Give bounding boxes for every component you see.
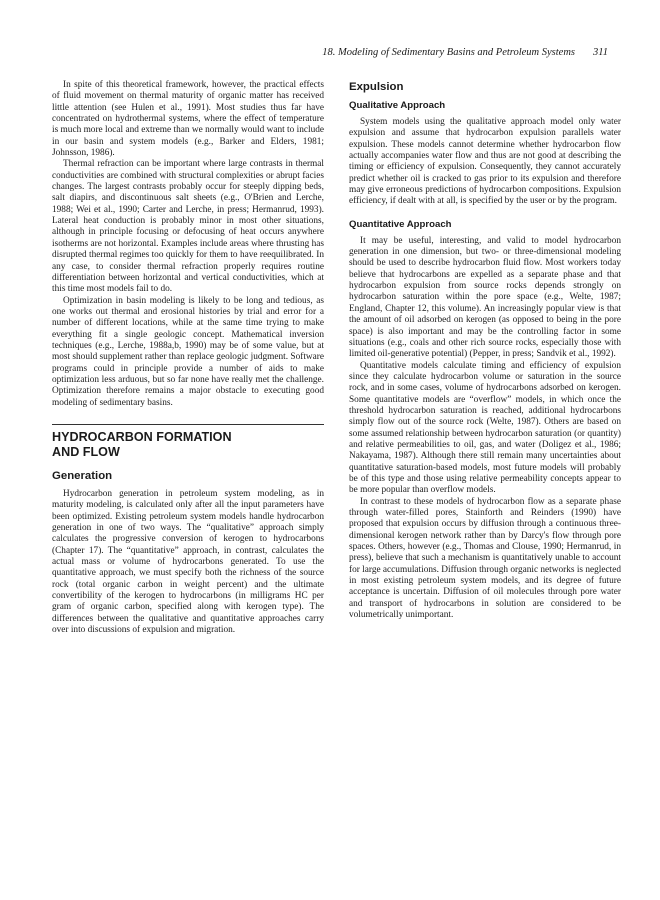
section-title-line-1: HYDROCARBON FORMATION — [52, 429, 232, 444]
running-title: 18. Modeling of Sedimentary Basins and Petroleum Systems — [322, 47, 576, 58]
section-divider — [52, 424, 324, 425]
paragraph-diffusion: In contrast to these models of hydrocarbon flow as a separate phase through water-filled pores, Stainforth and Reinders (1990) have proposed that expulsion occurs by diffusion through a continuous three-dimensional kerogen network rather than by Darcy's flow through pore spaces. Others, however (e.g., Thomas and Clouse, 1990; Hermanrud, in press), believe that such a mechanism is quantitatively unable to account for large accumulations. Diffusion through organic networks is neglected in most existing petroleum system models, and its degree of future acceptance is uncertain. Diffusion of oil molecules through pore water and transport of hydrocarbons in solution are considered to be volumetrically unimportant. — [349, 496, 621, 621]
paragraph-qualitative: System models using the qualitative approach model only water expulsion and assume that hydrocarbon expulsion parallels water expulsion. These models cannot determine whether hydrocarbon flow actually accompanies water flow and thus are not good at describing the timing or efficiency of expulsion. Consequently, they cannot accurately predict whether oil is cracked to gas prior to its expulsion and therefore may give erroneous predictions of hydrocarbon compositions. Expulsion efficiency, if dealt with at all, is specified by the user or by the program. — [349, 117, 621, 207]
paragraph-quantitative-models: Quantitative models calculate timing and efficiency of expulsion since they calculate hydrocarbon volume or saturation in the source rock, and in some cases, volume of hydrocarbons adsorbed on kerogen. Some quantitative models are “overflow” models, in which once the threshold hydrocarbon saturation is reached, additional hydrocarbons simply flow out of the source rock (Welte, 1987). Others are based on some assumed relationship between hydrocarbon saturation (or quantity) and relative permeabilities to oil, gas, and water (Doligez et al., 1986; Nakayama, 1987). Although there still remain many uncertainties about quantitative saturation-based models, most future models will probably be of this type and those using relative permeability concepts appear to be more popular than overflow models. — [349, 360, 621, 496]
generation-heading: Generation — [52, 469, 113, 482]
page-number: 311 — [593, 47, 608, 58]
paragraph-optimization: Optimization in basin modeling is likely to be long and tedious, as one works out thermal and erosional histories by trial and error for a number of different locations, while at the same time trying to make everything fit a single geologic concept. Mathematical inversion techniques (e.g., Lerche, 1988a,b, 1990) may be of some value, but at most should supplement rather than replace geologic judgment. Software programs could in principle provide a number of aids to make optimization less arduous, but so far none have really met the challenge. Optimization therefore remains a major obstacle to executing good modeling of sedimentary basins. — [52, 295, 324, 408]
paragraph-generation: Hydrocarbon generation in petroleum system modeling, as in maturity modeling, is calculated only after all the input parameters have been optimized. Existing petroleum system models handle hydrocarbon generation in one of two ways. The “qualitative” approach simply calculates the progressive conversion of kerogen to hydrocarbons (Chapter 17). The “quantitative” approach, in contrast, calculates the actual mass or volume of hydrocarbons generated. To use the quantitative approach, we must specify both the richness of the source rock (total organic carbon in weight percent) and the ultimate convertibility of the kerogen to hydrocarbons (in milligrams HC per gram of organic carbon, specified along with kerogen type). The differences between the qualitative and quantitative approaches carry over into discussions of expulsion and migration. — [52, 488, 324, 636]
right-column — [349, 80, 621, 621]
paragraph-fluid-movement: In spite of this theoretical framework, however, the practical effects of fluid movement on thermal maturity of organic matter has received little attention (see Hulen et al., 1991). Most studies thus far have concentrated on hydrothermal systems, where the effect of temperature is much more local and extreme than we normally would want to include in our basin and system models (e.g., Barker and Elders, 1981; Johnsson, 1986). — [52, 80, 324, 159]
qualitative-approach-heading: Qualitative Approach — [349, 100, 446, 111]
quantitative-approach-heading: Quantitative Approach — [349, 218, 452, 230]
expulsion-heading: Expulsion — [349, 81, 404, 93]
section-title — [52, 430, 324, 460]
paragraph-thermal-refraction: Thermal refraction can be important where large contrasts in thermal conductivities are combined with structural complexities or abrupt facies changes. The largest contrasts probably occur for steeply dipping beds, salt diapirs, and discontinuous salt sheets (e.g., O'Brien and Lerche, 1988; Wei et al., 1990; Carter and Lerche, in press; Hermanrud, 1993). Lateral heat conduction is probably minor in most other situations, although in principle focusing or defocusing of heat occurs anywhere isotherms are not horizontal. Examples include areas where thrusting has disrupted thermal regimes too quickly for them to have reequilibrated. In any case, to consider thermal refraction properly requires routine differentiation between horizontal and vertical conductivities, which at this time most models fail to do. — [52, 159, 324, 295]
section-title-line-2: AND FLOW — [52, 444, 120, 459]
left-column — [52, 80, 324, 636]
running-header — [0, 47, 608, 58]
paragraph-quantitative-intro: It may be useful, interesting, and valid to model hydrocarbon generation in one dimension, but two- or three-dimensional modeling should be used to describe hydrocarbon fluid flow. Most workers today believe that hydrocarbons are expelled as a separate phase and that hydrocarbon expulsion from source rocks depends strongly on hydrocarbon saturation within the pore space (e.g., Welte, 1987; England, Chapter 12, this volume). An increasingly popular view is that the amount of oil adsorbed on kerogen (as opposed to being in the pore space) is also important and may be the controlling factor in some situations (e.g., coals and other rich source rocks, especially those with limited oil-generative potential) (Pepper, in press; Sandvik et al., 1992). — [349, 235, 621, 360]
